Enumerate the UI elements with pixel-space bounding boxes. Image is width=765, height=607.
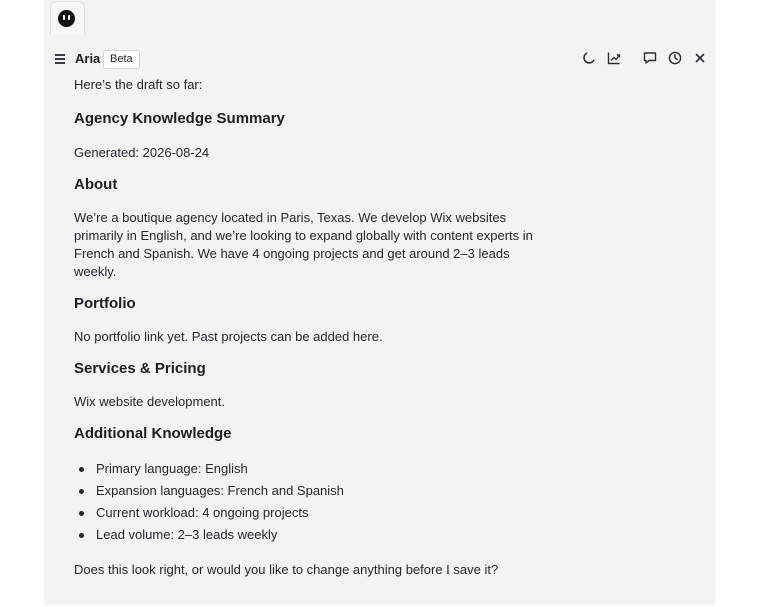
services-pricing-text: Wix website development. (74, 394, 226, 409)
list-item: Primary language: English (96, 460, 534, 482)
list-item: Current workload: 4 ongoing projects (96, 504, 534, 526)
avatar-eye-left (63, 15, 65, 20)
list-item: Lead volume: 2–3 leads weekly (96, 526, 534, 548)
clock-icon[interactable] (667, 50, 683, 66)
chart-icon[interactable] (606, 50, 622, 66)
panel-header (44, 46, 715, 72)
additional-knowledge-list (74, 460, 534, 548)
message-intro: Here’s the draft so far: (74, 77, 203, 92)
about-text: We’re a boutique agency located in Paris, Texas. We develop Wix websites primarily in English, and we’re looking to expand globally with content experts in French and Spanish. We have 4 ongoing projects and get around 2–3 leads weekly. (74, 210, 533, 279)
menu-icon[interactable] (54, 51, 66, 65)
services-pricing-heading: Services & Pricing (74, 360, 206, 377)
assistant-avatar-tab[interactable] (50, 1, 85, 35)
avatar-eye-right (68, 15, 70, 20)
chat-icon[interactable] (642, 50, 658, 66)
assistant-panel (44, 0, 715, 605)
list-item: Expansion languages: French and Spanish (96, 482, 534, 504)
avatar (58, 10, 75, 27)
panel-title: Aria (75, 51, 101, 66)
about-heading: About (74, 176, 118, 193)
close-icon[interactable] (692, 50, 708, 66)
additional-knowledge-heading: Additional Knowledge (74, 425, 232, 442)
generated-date: Generated: 2026-08-24 (74, 145, 210, 160)
assistant-message (74, 72, 534, 579)
portfolio-text: No portfolio link yet. Past projects can be added here. (74, 329, 383, 344)
portfolio-heading: Portfolio (74, 295, 136, 312)
message-closing: Does this look right, or would you like to change anything before I save it? (74, 562, 499, 577)
beta-badge: Beta (103, 50, 140, 69)
summary-heading: Agency Knowledge Summary (74, 110, 285, 127)
moon-icon[interactable] (581, 50, 597, 66)
